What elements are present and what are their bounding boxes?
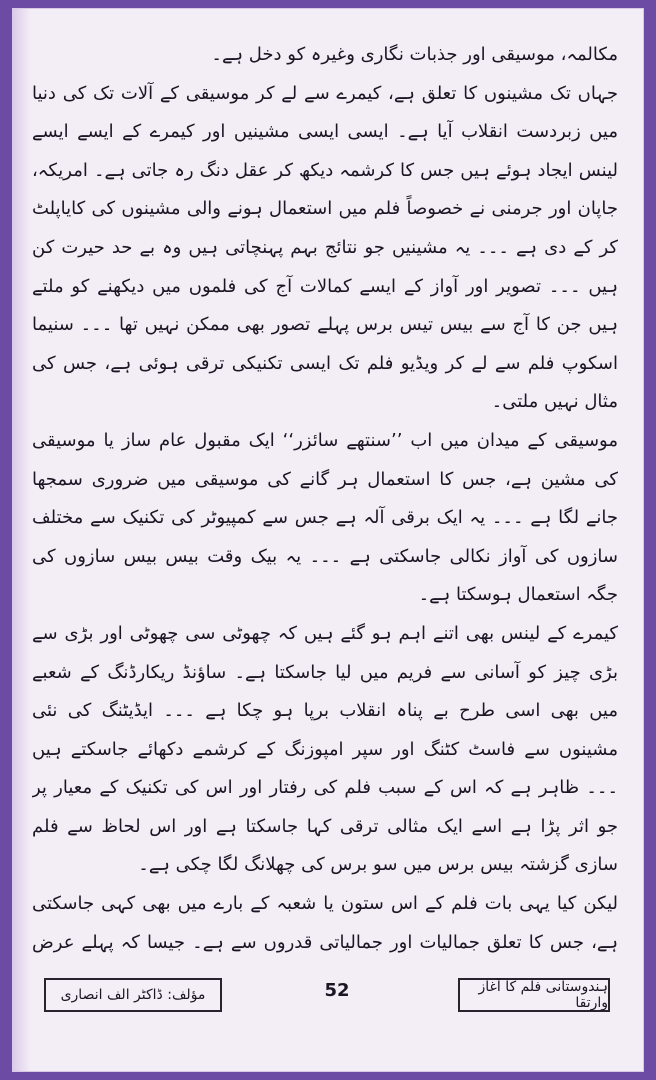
page-gutter-shadow xyxy=(12,8,30,1072)
page-number: 52 xyxy=(324,980,350,1001)
body-text xyxy=(32,36,618,966)
paragraph-4: کیمرے کے لینس بھی اتنے اہم ہو گئے ہیں کہ چھوٹی سی چھوٹی اور بڑی سے بڑی چیز کو آسانی سے فریم میں لیا جاسکتا ہے۔ ساؤنڈ ریکارڈنگ کے شعبے میں بھی اسی طرح بے پناہ انقلاب برپا ہو چکا ہے ۔۔۔ ایڈیٹنگ کی نئی مشینوں سے فاسٹ کٹنگ اور سپر امپوزنگ کے کرشمے دکھائے جاسکتے ہیں ۔۔۔ ظاہر ہے کہ اس کے سبب فلم کی رفتار اور اس کی تکنیک کے معیار پر جو اثر پڑا ہے اسے ایک مثالی ترقی کہا جاسکتا ہے اور اس لحاظ سے فلم سازی گزشتہ بیس برس میں سو برس کی چھلانگ لگا چکی ہے۔ xyxy=(32,622,618,876)
paragraph-5: لیکن کیا یہی بات فلم کے اس ستون یا شعبہ کے بارے میں بھی کہی جاسکتی ہے، جس کا تعلق جمالیات اور جمالیاتی قدروں سے ہے۔ جیسا کہ پہلے عرض xyxy=(32,893,618,953)
author-box: مؤلف: ڈاکٹر الف انصاری xyxy=(44,978,222,1012)
paragraph-1: مکالمہ، موسیقی اور جذبات نگاری وغیرہ کو دخل ہے۔ xyxy=(211,44,618,65)
book-title-box: ہندوستانی فلم کا آغاز وارتقا xyxy=(458,978,610,1012)
book-page xyxy=(12,8,644,1072)
page-footer xyxy=(12,976,644,1024)
paragraph-2: جہاں تک مشینوں کا تعلق ہے، کیمرے سے لے کر موسیقی کے آلات تک کی دنیا میں زبردست انقلاب آیا ہے۔ ایسی ایسی مشینیں اور کیمرے کے ایسے ایسے لینس ایجاد ہوئے ہیں جس کا کرشمہ دیکھ کر عقل دنگ رہ جاتی ہے۔ امریکہ، جاپان اور جرمنی نے خصوصاً فلم میں استعمال ہونے والی مشینوں کی کایاپلٹ کر کے دی ہے ۔۔۔ یہ مشینیں جو نتائج بہم پہنچاتی ہیں وہ بے حد حیرت کن ہیں ۔۔۔ تصویر اور آواز کے ایسے کمالات آج کی فلموں میں دیکھنے کو ملتے ہیں جن کا آج سے بیس تیس برس پہلے تصور بھی ممکن نہیں تھا ۔۔۔ سنیما اسکوپ فلم سے لے کر ویڈیو فلم تک ایسی تکنیکی ترقی ہوئی ہے، جس کی مثال نہیں ملتی۔ xyxy=(32,82,618,413)
paragraph-3: موسیقی کے میدان میں اب ’’سنتھے سائزر‘‘ ایک مقبول عام ساز یا موسیقی کی مشین ہے، جس کا استعمال ہر گانے کی موسیقی میں ضروری سمجھا جانے لگا ہے ۔۔۔ یہ ایک برقی آلہ ہے جس سے کمپیوٹر کی تکنیک سے مختلف سازوں کی آواز نکالی جاسکتی ہے ۔۔۔ یہ بیک وقت بیس بیس سازوں کی جگہ استعمال ہوسکتا ہے۔ xyxy=(32,429,618,606)
